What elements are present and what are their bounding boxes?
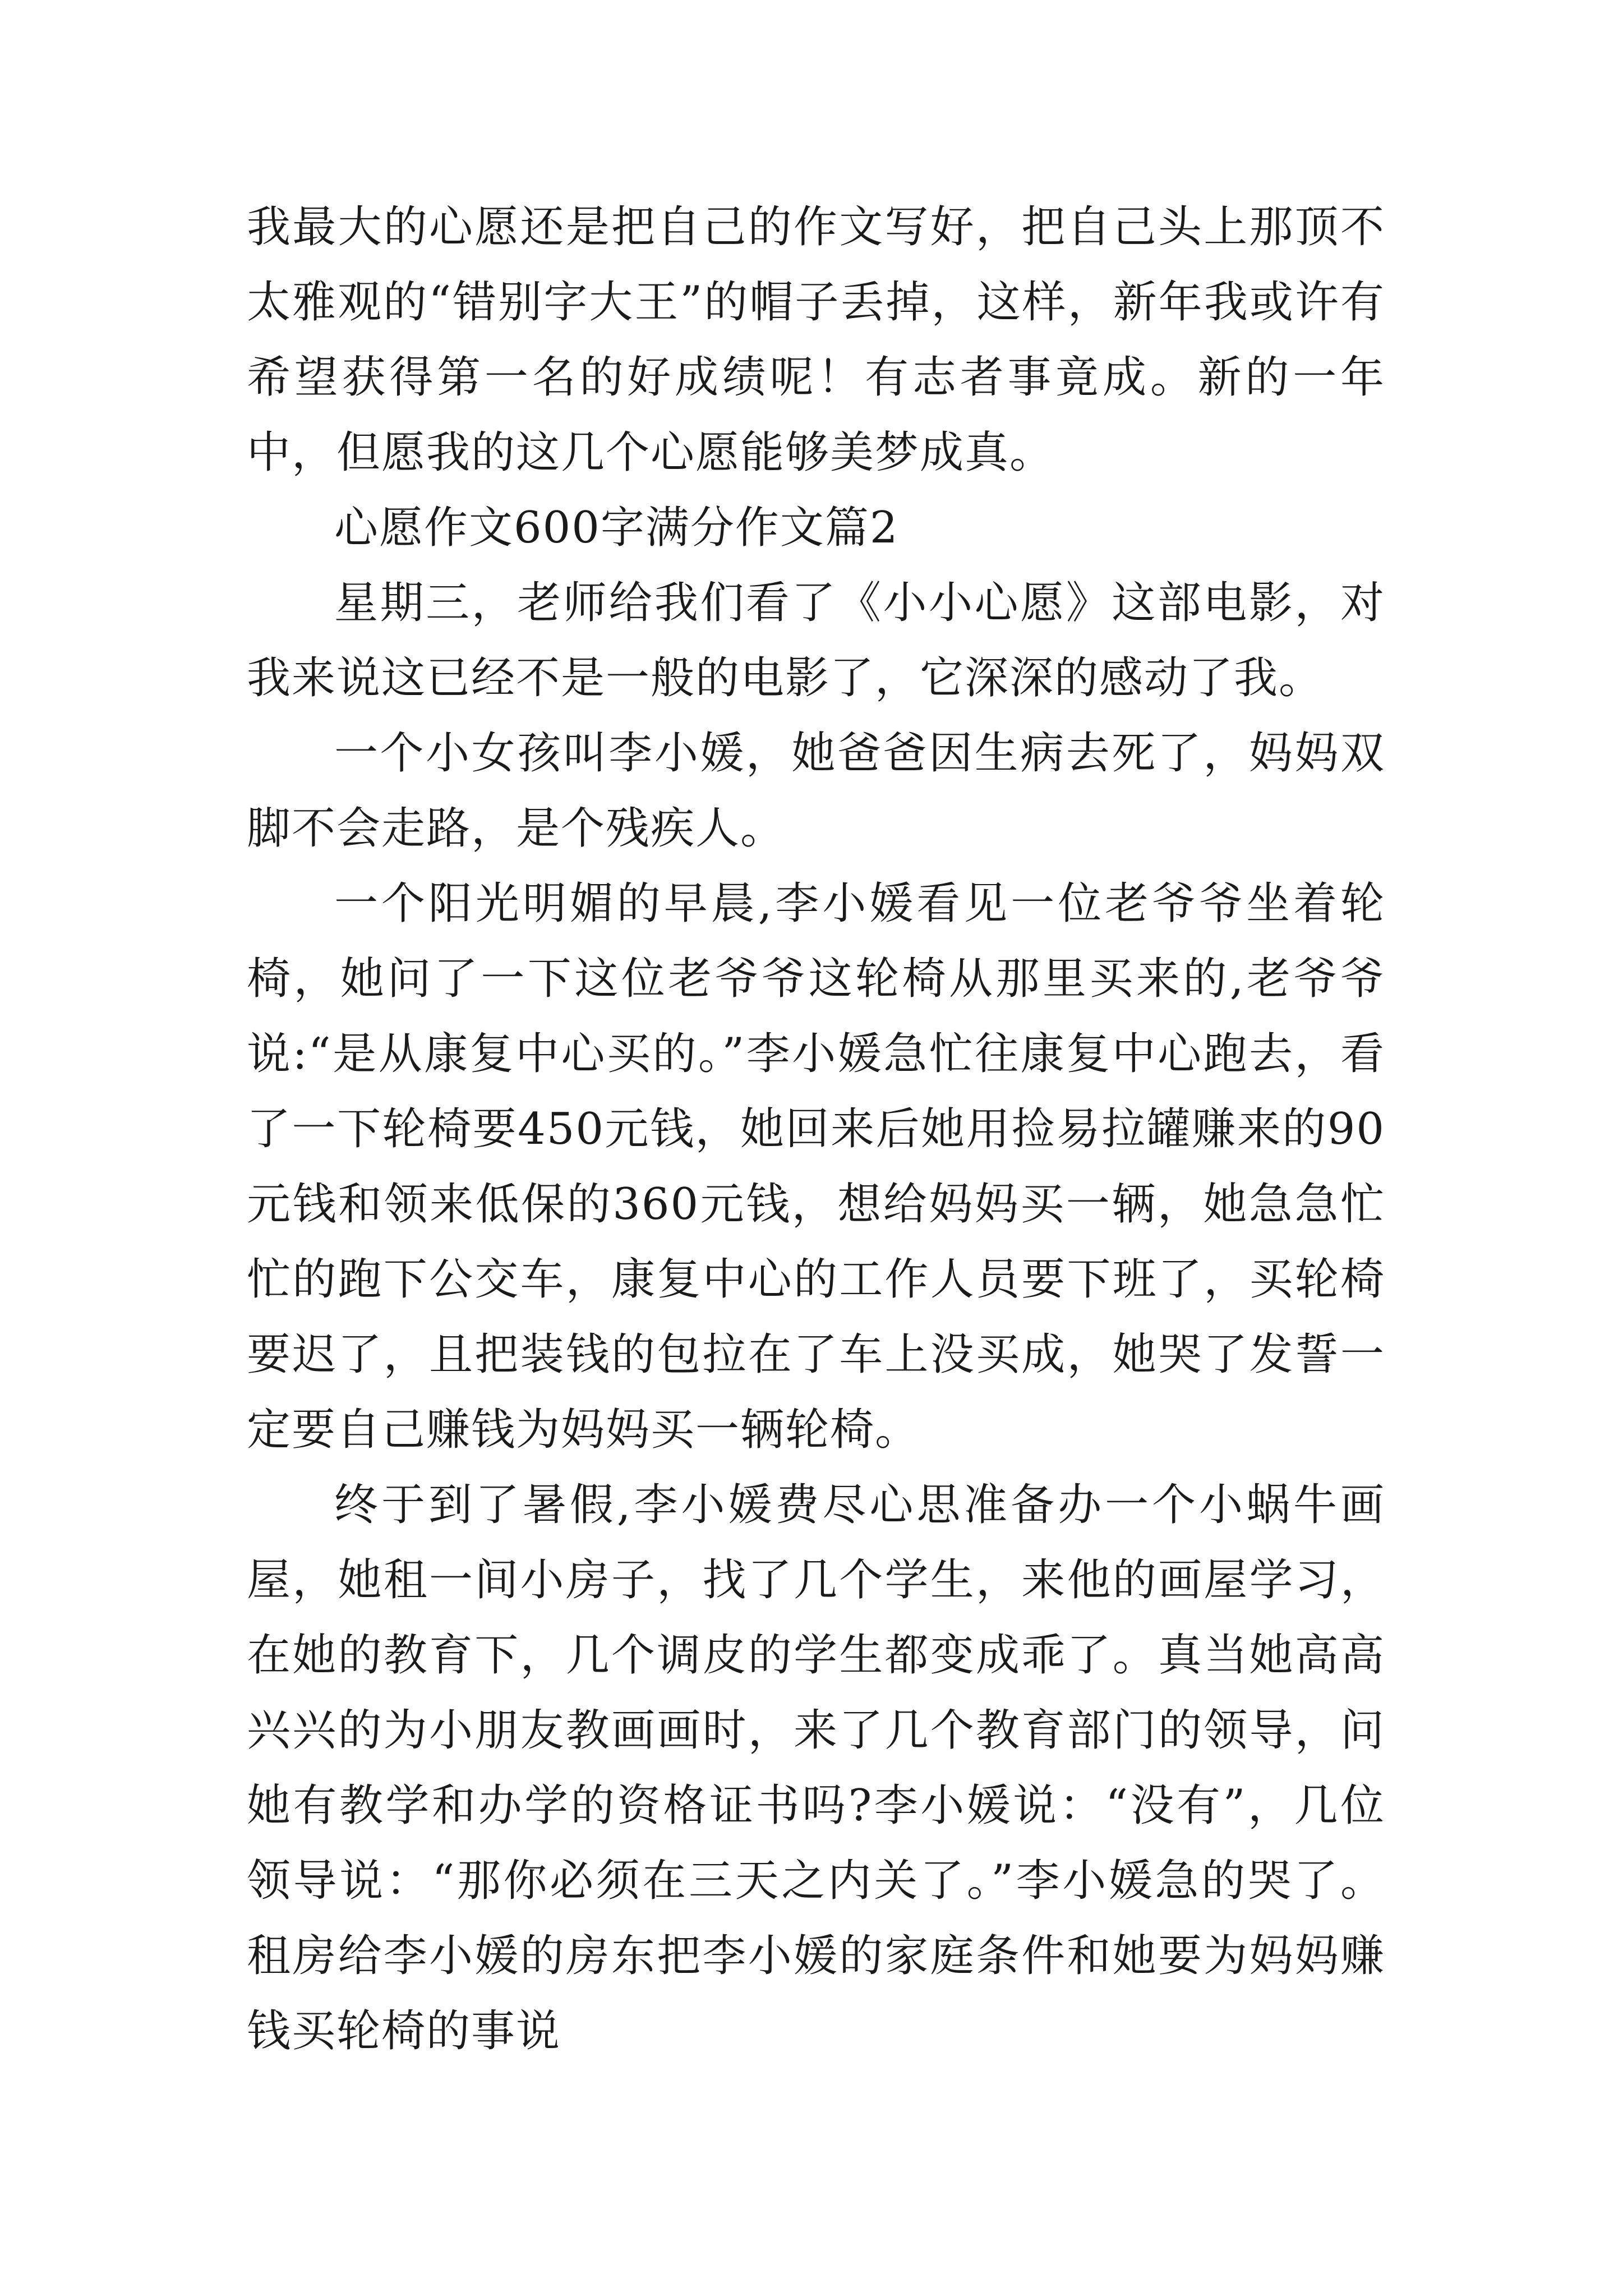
paragraph-5: 终于到了暑假,李小媛费尽心思准备办一个小蜗牛画屋，她租一间小房子，找了几个学生，来他的画屋学习，在她的教育下，几个调皮的学生都变成乖了。真当她高高兴兴的为小朋友教画画时，来了几个教育部门的领导，问她有教学和办学的资格证书吗?李小媛说：“没有”，几位领导说：“那你必须在三天之内关了。”李小媛急的哭了。租房给李小媛的房东把李小媛的家庭条件和她要为妈妈赚钱买轮椅的事说 bbox=[247, 1480, 1385, 2056]
document-body bbox=[247, 190, 1385, 2069]
paragraph-4: 一个阳光明媚的早晨,李小媛看见一位老爷爷坐着轮椅，她问了一下这位老爷爷这轮椅从那里买来的,老爷爷说:“是从康复中心买的。”李小媛急忙往康复中心跑去，看了一下轮椅要450元钱，她回来后她用捡易拉罐赚来的90元钱和领来低保的360元钱，想给妈妈买一辆，她急急忙忙的跑下公交车，康复中心的工作人员要下班了，买轮椅要迟了，且把装钱的包拉在了车上没买成，她哭了发誓一定要自己赚钱为妈妈买一辆轮椅。 bbox=[247, 878, 1385, 1455]
paragraph-1: 我最大的心愿还是把自己的作文写好，把自己头上那顶不太雅观的“错别字大王”的帽子丢掉，这样，新年我或许有希望获得第一名的好成绩呢！有志者事竟成。新的一年中，但愿我的这几个心愿能够美梦成真。 bbox=[247, 202, 1385, 478]
section-heading: 心愿作文600字满分作文篇2 bbox=[334, 503, 899, 553]
paragraph-2: 星期三，老师给我们看了《小小心愿》这部电影，对我来说这已经不是一般的电影了，它深深的感动了我。 bbox=[247, 578, 1385, 703]
paragraph-3: 一个小女孩叫李小媛，她爸爸因生病去死了，妈妈双脚不会走路，是个残疾人。 bbox=[247, 728, 1385, 854]
